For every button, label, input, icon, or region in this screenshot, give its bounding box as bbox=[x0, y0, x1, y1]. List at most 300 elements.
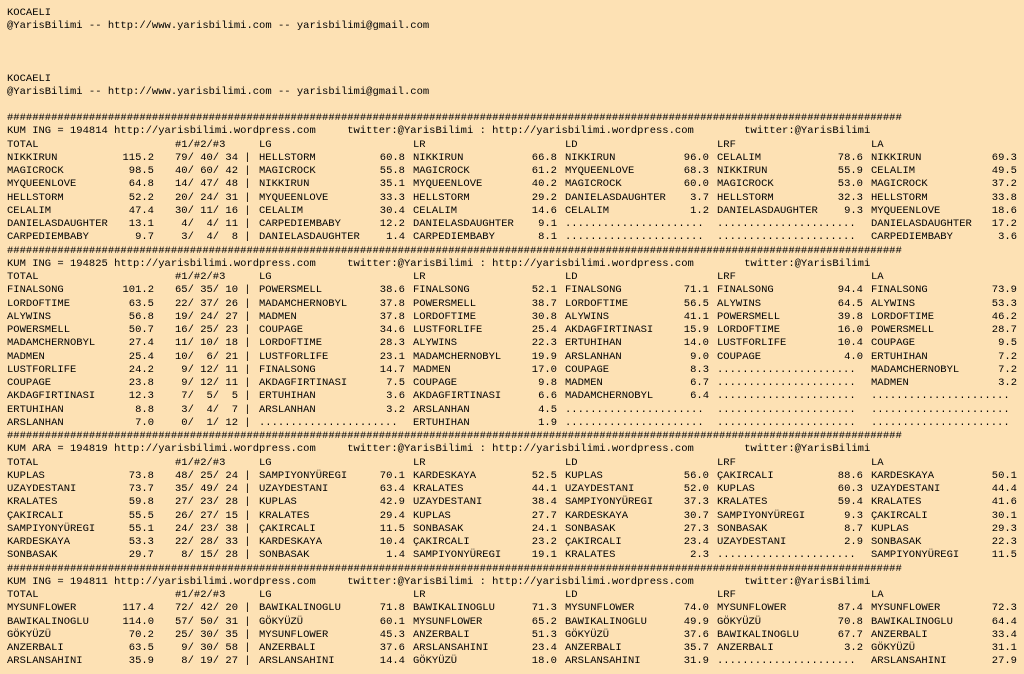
score-value: 35.1 bbox=[379, 178, 405, 191]
column-header: LD bbox=[565, 271, 578, 283]
placings: 22/ 28/ 33 | bbox=[175, 536, 251, 548]
column-header: LR bbox=[413, 456, 426, 469]
score-value: 55.5 bbox=[128, 509, 154, 522]
horse-name: SONBASAK bbox=[7, 549, 58, 562]
score-value: 31.9 bbox=[683, 655, 709, 668]
score-value: 8.7 bbox=[844, 522, 863, 535]
column-header: #1/#2/#3 bbox=[175, 138, 226, 151]
horse-name: KUPLAS bbox=[413, 509, 451, 522]
placings: 48/ 25/ 24 | bbox=[175, 469, 251, 482]
score-value: 4.0 bbox=[844, 350, 863, 363]
score-value: 1.4 bbox=[386, 231, 405, 244]
score-value: 55.9 bbox=[837, 165, 863, 177]
score-value: 8.1 bbox=[538, 231, 557, 244]
horse-name: DANIELASDAUGHTER bbox=[259, 231, 360, 244]
score-value: 37.2 bbox=[991, 178, 1017, 191]
score-value: 71.3 bbox=[531, 602, 557, 615]
horse-name: FINALSONG bbox=[413, 284, 470, 297]
score-value: 18.6 bbox=[991, 204, 1017, 217]
score-value: 9.7 bbox=[135, 231, 154, 244]
horse-name: ÇAKIRCALI bbox=[259, 522, 316, 535]
horse-name: LUSTFORLIFE bbox=[7, 363, 77, 376]
column-header: LRF bbox=[717, 271, 736, 283]
horse-name: ...................... bbox=[565, 403, 704, 416]
score-value: 23.2 bbox=[531, 536, 557, 548]
column-header: TOTAL bbox=[7, 138, 39, 151]
score-value: 37.8 bbox=[379, 297, 405, 310]
horse-name: MADAMCHERNOBYL bbox=[413, 350, 502, 363]
score-value: 30.7 bbox=[683, 509, 709, 522]
horse-name: COUPAGE bbox=[413, 377, 458, 389]
column-header: LR bbox=[413, 589, 426, 601]
horse-name: POWERSMELL bbox=[259, 284, 323, 297]
horse-name: MADAMCHERNOBYL bbox=[7, 337, 96, 350]
horse-name: ...................... bbox=[717, 363, 856, 376]
score-value: 9.8 bbox=[538, 377, 557, 389]
score-value: 22.3 bbox=[531, 337, 557, 350]
score-value: 67.7 bbox=[837, 628, 863, 641]
score-value: 64.4 bbox=[991, 615, 1017, 628]
horse-name: HELLSTORM bbox=[259, 151, 316, 164]
score-value: 50.7 bbox=[128, 324, 154, 336]
score-value: 9.5 bbox=[998, 337, 1017, 350]
score-value: 51.3 bbox=[531, 628, 557, 641]
score-value: 69.3 bbox=[991, 151, 1017, 164]
horse-name: NIKKIRUN bbox=[871, 151, 922, 164]
score-value: 64.8 bbox=[128, 178, 154, 191]
score-value: 96.0 bbox=[683, 151, 709, 164]
horse-name: CELALIM bbox=[259, 204, 304, 217]
horse-name: ÇAKIRCALI bbox=[565, 536, 622, 548]
placings: 19/ 24/ 27 | bbox=[175, 310, 251, 323]
score-value: 7.2 bbox=[998, 350, 1017, 363]
horse-name: CARPEDIEMBABY bbox=[413, 231, 495, 244]
horse-name: ALYWINS bbox=[413, 337, 458, 350]
horse-name: COUPAGE bbox=[565, 363, 610, 376]
horse-name: LORDOFTIME bbox=[717, 324, 781, 336]
score-value: 33.3 bbox=[379, 191, 405, 204]
column-header: #1/#2/#3 bbox=[175, 271, 226, 283]
score-value: 46.2 bbox=[991, 310, 1017, 323]
horse-name: MAGICROCK bbox=[717, 178, 774, 191]
horse-name: ÇAKIRCALI bbox=[871, 509, 928, 522]
section-title: KUM ING = 194811 http://yarisbilimi.wordpress.com twitter:@YarisBilimi : http://yarisbilimi.wordpress.com twitter:@YarisBilimi bbox=[7, 575, 871, 588]
horse-name: ERTUHIHAN bbox=[871, 350, 928, 363]
score-value: 60.0 bbox=[683, 178, 709, 191]
horse-name: FINALSONG bbox=[717, 284, 774, 297]
horse-name: SONBASAK bbox=[871, 536, 922, 548]
horse-name: CARPEDIEMBABY bbox=[871, 231, 953, 244]
score-value: 49.9 bbox=[683, 615, 709, 628]
horse-name: COUPAGE bbox=[717, 350, 762, 363]
horse-name: POWERSMELL bbox=[413, 297, 477, 310]
horse-name: ...................... bbox=[717, 231, 856, 244]
score-value: 27.7 bbox=[531, 509, 557, 522]
horse-name: MADAMCHERNOBYL bbox=[259, 297, 348, 310]
score-value: 2.9 bbox=[844, 536, 863, 548]
horse-name: ...................... bbox=[871, 416, 1010, 429]
score-value: 18.0 bbox=[531, 655, 557, 668]
horse-name: POWERSMELL bbox=[7, 324, 71, 336]
placings: 72/ 42/ 20 | bbox=[175, 602, 251, 615]
score-value: 15.9 bbox=[683, 324, 709, 336]
score-value: 49.5 bbox=[991, 165, 1017, 177]
horse-name: DANIELASDAUGHTER bbox=[565, 191, 666, 204]
score-value: 59.4 bbox=[837, 496, 863, 509]
score-value: 19.1 bbox=[531, 549, 557, 562]
horse-name: ...................... bbox=[717, 377, 856, 389]
column-header: LG bbox=[259, 456, 272, 469]
horse-name: KUPLAS bbox=[565, 469, 603, 482]
horse-name: MAGICROCK bbox=[565, 178, 622, 191]
horse-name: CARPEDIEMBABY bbox=[259, 218, 341, 230]
horse-name: MAGICROCK bbox=[259, 165, 316, 177]
horse-name: DANIELASDAUGHTER bbox=[717, 204, 818, 217]
score-value: 114.0 bbox=[122, 615, 154, 628]
horse-name: KUPLAS bbox=[717, 483, 755, 495]
horse-name: COUPAGE bbox=[7, 377, 52, 389]
score-value: 6.6 bbox=[538, 390, 557, 403]
score-value: 23.4 bbox=[531, 642, 557, 654]
column-header: LD bbox=[565, 589, 578, 601]
score-value: 34.6 bbox=[379, 324, 405, 336]
horse-name: ANZERBALI bbox=[413, 628, 470, 641]
score-value: 101.2 bbox=[122, 284, 154, 297]
score-value: 53.0 bbox=[837, 178, 863, 191]
horse-name: ...................... bbox=[871, 403, 1010, 416]
hash-separator: ############################################################################################################################################## bbox=[7, 112, 902, 124]
horse-name: SONBASAK bbox=[717, 522, 768, 535]
horse-name: LORDOFTIME bbox=[871, 310, 935, 323]
column-header: LA bbox=[871, 138, 884, 151]
column-header: #1/#2/#3 bbox=[175, 456, 226, 469]
horse-name: KUPLAS bbox=[871, 522, 909, 535]
score-value: 30.4 bbox=[379, 204, 405, 217]
score-value: 3.2 bbox=[386, 403, 405, 416]
score-value: 8.3 bbox=[690, 363, 709, 376]
score-value: 72.3 bbox=[991, 602, 1017, 615]
horse-name: COUPAGE bbox=[871, 337, 916, 350]
placings: 7/ 5/ 5 | bbox=[175, 390, 251, 403]
column-header: LG bbox=[259, 271, 272, 283]
score-value: 52.2 bbox=[128, 191, 154, 204]
horse-name: MYSUNFLOWER bbox=[871, 602, 941, 615]
score-value: 11.5 bbox=[379, 522, 405, 535]
score-value: 71.1 bbox=[683, 284, 709, 297]
score-value: 45.3 bbox=[379, 628, 405, 641]
placings: 79/ 40/ 34 | bbox=[175, 151, 251, 164]
horse-name: KARDESKAYA bbox=[565, 509, 629, 522]
score-value: 23.8 bbox=[128, 377, 154, 389]
horse-name: UZAYDESTANI bbox=[413, 496, 483, 509]
horse-name: BAWIKALINOGLU bbox=[259, 602, 341, 615]
horse-name: ...................... bbox=[717, 416, 856, 429]
horse-name: CELALIM bbox=[565, 204, 610, 217]
horse-name: MADMEN bbox=[259, 310, 297, 323]
score-value: 33.4 bbox=[991, 628, 1017, 641]
horse-name: AKDAGFIRTINASI bbox=[565, 324, 654, 336]
horse-name: KRALATES bbox=[871, 496, 922, 509]
horse-name: ...................... bbox=[871, 390, 1010, 403]
column-header: LRF bbox=[717, 138, 736, 151]
horse-name: ERTUHIHAN bbox=[259, 390, 316, 403]
score-value: 27.4 bbox=[128, 337, 154, 350]
score-value: 17.0 bbox=[531, 363, 557, 376]
score-value: 25.4 bbox=[531, 324, 557, 336]
horse-name: LUSTFORLIFE bbox=[717, 337, 787, 350]
score-value: 14.6 bbox=[531, 204, 557, 217]
column-header: LD bbox=[565, 456, 578, 469]
hash-separator: ############################################################################################################################################## bbox=[7, 562, 902, 575]
score-value: 47.4 bbox=[128, 204, 154, 217]
horse-name: ARSLANHAN bbox=[565, 350, 622, 363]
horse-name: CELALIM bbox=[7, 204, 52, 217]
horse-name: GÖKYÜZÜ bbox=[259, 615, 304, 628]
score-value: 73.9 bbox=[991, 284, 1017, 297]
horse-name: LUSTFORLIFE bbox=[259, 350, 329, 363]
city-title-repeat: KOCAELI bbox=[7, 73, 52, 85]
horse-name: FINALSONG bbox=[565, 284, 622, 297]
horse-name: ARSLANSAHINI bbox=[259, 655, 335, 668]
column-header: LA bbox=[871, 589, 884, 601]
score-value: 35.7 bbox=[683, 642, 709, 654]
score-value: 1.9 bbox=[538, 416, 557, 429]
score-value: 117.4 bbox=[122, 602, 154, 615]
score-value: 39.8 bbox=[837, 310, 863, 323]
score-value: 68.3 bbox=[683, 165, 709, 177]
horse-name: HELLSTORM bbox=[871, 191, 928, 204]
score-value: 41.6 bbox=[991, 496, 1017, 509]
score-value: 12.2 bbox=[379, 218, 405, 230]
horse-name: SAMPIYONYÜREGI bbox=[871, 549, 960, 562]
placings: 9/ 12/ 11 | bbox=[175, 363, 251, 376]
column-header: LG bbox=[259, 138, 272, 151]
score-value: 73.7 bbox=[128, 483, 154, 495]
horse-name: UZAYDESTANI bbox=[259, 483, 329, 495]
score-value: 29.7 bbox=[128, 549, 154, 562]
score-value: 40.2 bbox=[531, 178, 557, 191]
placings: 0/ 1/ 12 | bbox=[175, 416, 251, 429]
score-value: 37.6 bbox=[379, 642, 405, 654]
horse-name: ARSLANSAHINI bbox=[413, 642, 489, 654]
score-value: 17.2 bbox=[991, 218, 1017, 230]
horse-name: ANZERBALI bbox=[7, 642, 64, 654]
horse-name: ...................... bbox=[565, 218, 704, 230]
horse-name: GÖKYÜZÜ bbox=[871, 642, 916, 654]
horse-name: HELLSTORM bbox=[7, 191, 64, 204]
score-value: 35.9 bbox=[128, 655, 154, 668]
horse-name: SAMPIYONYÜREGI bbox=[259, 469, 348, 482]
column-header: TOTAL bbox=[7, 271, 39, 283]
horse-name: LORDOFTIME bbox=[413, 310, 477, 323]
column-header: LD bbox=[565, 138, 578, 151]
placings: 4/ 4/ 11 | bbox=[175, 218, 251, 230]
score-value: 55.1 bbox=[128, 522, 154, 535]
score-value: 3.7 bbox=[690, 191, 709, 204]
score-value: 70.8 bbox=[837, 615, 863, 628]
score-value: 3.2 bbox=[844, 642, 863, 654]
horse-name: MAGICROCK bbox=[7, 165, 64, 177]
section-title: KUM ING = 194814 http://yarisbilimi.wordpress.com twitter:@YarisBilimi : http://yarisbilimi.wordpress.com twitter:@YarisBilimi bbox=[7, 125, 871, 138]
horse-name: SONBASAK bbox=[259, 549, 310, 562]
score-value: 88.6 bbox=[837, 469, 863, 482]
horse-name: MADMEN bbox=[413, 363, 451, 376]
placings: 10/ 6/ 21 | bbox=[175, 350, 251, 363]
score-value: 87.4 bbox=[837, 602, 863, 615]
score-value: 41.1 bbox=[683, 310, 709, 323]
horse-name: NIKKIRUN bbox=[7, 151, 58, 164]
placings: 3/ 4/ 8 | bbox=[175, 231, 251, 244]
horse-name: MYSUNFLOWER bbox=[7, 602, 77, 615]
score-value: 55.8 bbox=[379, 165, 405, 177]
horse-name: KRALATES bbox=[7, 496, 58, 509]
column-header: LG bbox=[259, 589, 272, 601]
score-value: 78.6 bbox=[837, 151, 863, 164]
score-value: 56.0 bbox=[683, 469, 709, 482]
score-value: 9.1 bbox=[538, 218, 557, 230]
score-value: 33.8 bbox=[991, 191, 1017, 204]
horse-name: ...................... bbox=[717, 549, 856, 562]
column-header: TOTAL bbox=[7, 589, 39, 601]
score-value: 30.8 bbox=[531, 310, 557, 323]
score-value: 9.0 bbox=[690, 350, 709, 363]
placings: 9/ 12/ 11 | bbox=[175, 377, 251, 389]
horse-name: MADAMCHERNOBYL bbox=[871, 363, 960, 376]
horse-name: ANZERBALI bbox=[871, 628, 928, 641]
score-value: 70.2 bbox=[128, 628, 154, 641]
horse-name: MYQUEENLOVE bbox=[413, 178, 483, 191]
horse-name: SONBASAK bbox=[565, 522, 616, 535]
horse-name: AKDAGFIRTINASI bbox=[259, 377, 348, 389]
horse-name: HELLSTORM bbox=[413, 191, 470, 204]
score-value: 7.5 bbox=[386, 377, 405, 389]
hash-separator: ############################################################################################################################################## bbox=[7, 244, 902, 257]
score-value: 53.3 bbox=[991, 297, 1017, 310]
horse-name: ...................... bbox=[717, 218, 856, 230]
horse-name: ...................... bbox=[717, 655, 856, 668]
horse-name: ANZERBALI bbox=[565, 642, 622, 654]
horse-name: NIKKIRUN bbox=[717, 165, 768, 177]
horse-name: BAWIKALINOGLU bbox=[7, 615, 89, 628]
horse-name: ERTUHIHAN bbox=[7, 403, 64, 416]
horse-name: DANIELASDAUGHTER bbox=[413, 218, 514, 230]
score-value: 6.7 bbox=[690, 377, 709, 389]
score-value: 10.4 bbox=[837, 337, 863, 350]
score-value: 4.5 bbox=[538, 403, 557, 416]
horse-name: ...................... bbox=[717, 403, 856, 416]
horse-name: SAMPIYONYÜREGI bbox=[7, 522, 96, 535]
score-value: 2.3 bbox=[690, 549, 709, 562]
score-value: 8.8 bbox=[135, 403, 154, 416]
horse-name: MYSUNFLOWER bbox=[565, 602, 635, 615]
score-value: 71.8 bbox=[379, 602, 405, 615]
score-value: 60.1 bbox=[379, 615, 405, 628]
horse-name: MADMEN bbox=[565, 377, 603, 389]
horse-name: NIKKIRUN bbox=[259, 178, 310, 191]
horse-name: UZAYDESTANI bbox=[565, 483, 635, 495]
score-value: 1.4 bbox=[386, 549, 405, 562]
horse-name: ARSLANSAHINI bbox=[565, 655, 641, 668]
horse-name: MADMEN bbox=[7, 350, 45, 363]
horse-name: ALYWINS bbox=[7, 310, 52, 323]
horse-name: SONBASAK bbox=[413, 522, 464, 535]
score-value: 63.5 bbox=[128, 642, 154, 654]
horse-name: HELLSTORM bbox=[717, 191, 774, 204]
horse-name: FINALSONG bbox=[7, 284, 64, 297]
horse-name: KRALATES bbox=[259, 509, 310, 522]
horse-name: MYQUEENLOVE bbox=[565, 165, 635, 177]
horse-name: UZAYDESTANI bbox=[7, 483, 77, 495]
horse-name: GÖKYÜZÜ bbox=[717, 615, 762, 628]
horse-name: ÇAKIRCALI bbox=[7, 509, 64, 522]
score-value: 28.7 bbox=[991, 324, 1017, 336]
placings: 8/ 15/ 28 | bbox=[175, 549, 251, 562]
horse-name: KRALATES bbox=[717, 496, 768, 509]
horse-name: MYSUNFLOWER bbox=[717, 602, 787, 615]
horse-name: LUSTFORLIFE bbox=[413, 324, 483, 336]
horse-name: ALYWINS bbox=[565, 310, 610, 323]
horse-name: ARSLANHAN bbox=[413, 403, 470, 416]
horse-name: ARSLANSAHINI bbox=[7, 655, 83, 668]
score-value: 29.3 bbox=[991, 522, 1017, 535]
score-value: 31.1 bbox=[991, 642, 1017, 654]
placings: 27/ 23/ 28 | bbox=[175, 496, 251, 509]
horse-name: MYQUEENLOVE bbox=[7, 178, 77, 191]
horse-name: KARDESKAYA bbox=[871, 469, 935, 482]
score-value: 24.2 bbox=[128, 363, 154, 376]
score-value: 28.3 bbox=[379, 337, 405, 350]
horse-name: MYSUNFLOWER bbox=[413, 615, 483, 628]
score-value: 19.9 bbox=[531, 350, 557, 363]
horse-name: AKDAGFIRTINASI bbox=[413, 390, 502, 403]
score-value: 42.9 bbox=[379, 496, 405, 509]
horse-name: KRALATES bbox=[565, 549, 616, 562]
placings: 35/ 49/ 24 | bbox=[175, 483, 251, 495]
horse-name: AKDAGFIRTINASI bbox=[7, 390, 96, 403]
horse-name: BAWIKALINOGLU bbox=[565, 615, 647, 628]
placings: 9/ 30/ 58 | bbox=[175, 642, 251, 654]
horse-name: DANIELASDAUGHTER bbox=[871, 218, 972, 230]
horse-name: FINALSONG bbox=[259, 363, 316, 376]
horse-name: MAGICROCK bbox=[871, 178, 928, 191]
score-value: 53.3 bbox=[128, 536, 154, 548]
horse-name: BAWIKALINOGLU bbox=[717, 628, 799, 641]
horse-name: BAWIKALINOGLU bbox=[413, 602, 495, 615]
horse-name: ANZERBALI bbox=[259, 642, 316, 654]
score-value: 63.5 bbox=[128, 297, 154, 310]
contact-line: @YarisBilimi -- http://www.yarisbilimi.com -- yarisbilimi@gmail.com bbox=[7, 20, 430, 32]
contact-line-repeat: @YarisBilimi -- http://www.yarisbilimi.com -- yarisbilimi@gmail.com bbox=[7, 86, 430, 98]
score-value: 3.2 bbox=[998, 377, 1017, 389]
horse-name: SAMPIYONYÜREGI bbox=[717, 509, 806, 522]
column-header: TOTAL bbox=[7, 456, 39, 469]
horse-name: MYQUEENLOVE bbox=[259, 191, 329, 204]
placings: 8/ 19/ 27 | bbox=[175, 655, 251, 668]
horse-name: ARSLANSAHINI bbox=[871, 655, 947, 668]
score-value: 3.6 bbox=[386, 390, 405, 403]
score-value: 9.3 bbox=[844, 204, 863, 217]
horse-name: GÖKYÜZÜ bbox=[565, 628, 610, 641]
score-value: 52.1 bbox=[531, 284, 557, 297]
score-value: 65.2 bbox=[531, 615, 557, 628]
score-value: 61.2 bbox=[531, 165, 557, 177]
score-value: 94.4 bbox=[837, 284, 863, 297]
score-value: 37.6 bbox=[683, 628, 709, 641]
horse-name: ERTUHIHAN bbox=[413, 416, 470, 429]
horse-name: LORDOFTIME bbox=[565, 297, 629, 310]
hash-separator: ############################################################################################################################################## bbox=[7, 430, 902, 442]
score-value: 6.4 bbox=[690, 390, 709, 403]
